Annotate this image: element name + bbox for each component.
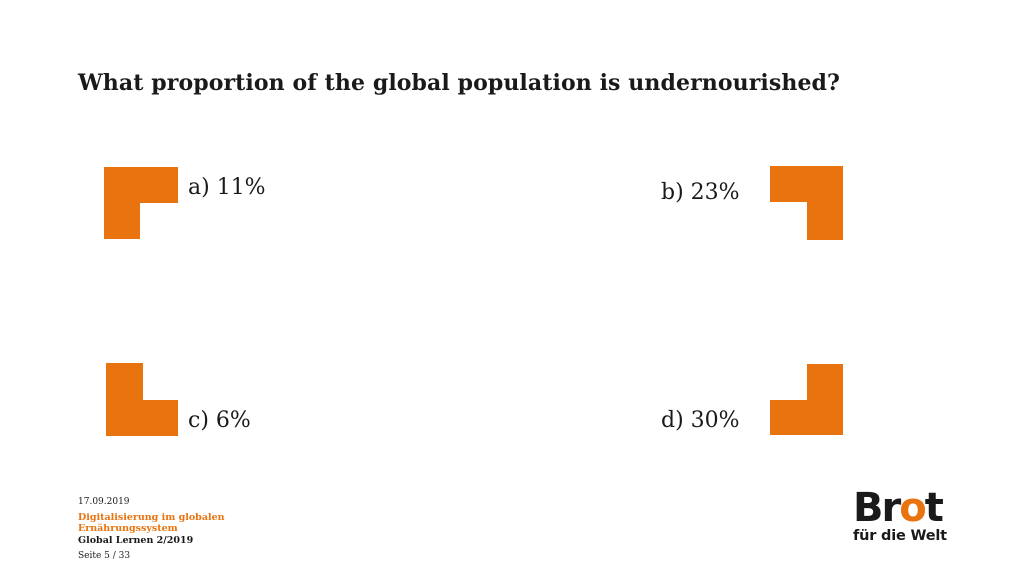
brot-fuer-die-welt-logo [853,485,957,544]
logo-part-t: t [924,485,942,531]
option-b[interactable]: b) 23% [661,180,740,205]
logo-part-o: o [899,485,925,531]
footer-presentation-title: Digitalisierung im globalen Ernährungssystem [78,512,225,534]
corner-shape-top-left [104,167,178,239]
option-a[interactable]: a) 11% [188,175,266,200]
corner-shape-top-right [770,166,843,240]
footer-date: 17.09.2019 [78,497,130,507]
logo-part-br: Br [853,485,900,531]
corner-shape-bottom-left [106,363,178,436]
slide-title: What proportion of the global population is undernourished? [78,70,841,96]
footer-page-number: Seite 5 / 33 [78,551,131,561]
logo-wordmark-bottom: für die Welt [853,528,947,544]
option-c[interactable]: c) 6% [188,408,251,433]
corner-shape-bottom-right [770,364,843,435]
logo-wordmark-top [853,485,957,531]
option-d[interactable]: d) 30% [661,408,740,433]
footer-course: Global Lernen 2/2019 [78,535,194,546]
